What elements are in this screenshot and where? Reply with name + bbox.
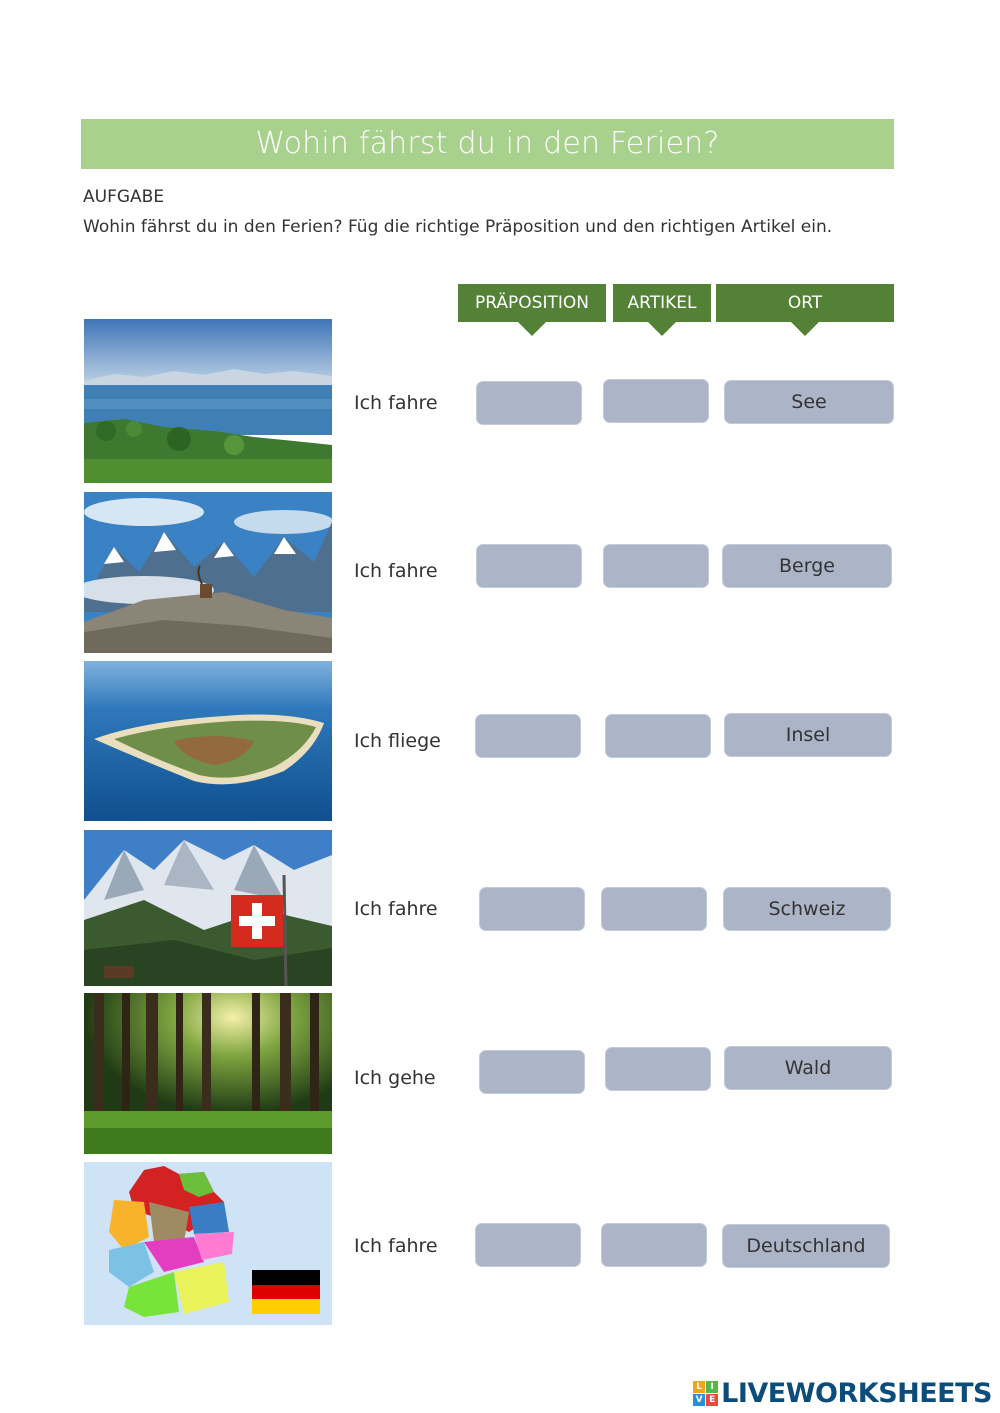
- preposition-answer-box[interactable]: [475, 1223, 581, 1267]
- article-answer-box[interactable]: [605, 714, 711, 758]
- worksheet-title: Wohin fährst du in den Ferien?: [81, 119, 894, 169]
- place-label: Schweiz: [723, 887, 891, 931]
- swiss-flag-alps-photo: [84, 830, 332, 986]
- article-answer-box[interactable]: [605, 1047, 711, 1091]
- sentence-start: Ich fliege: [354, 730, 441, 752]
- sentence-start: Ich fahre: [354, 560, 438, 582]
- task-instructions: Wohin fährst du in den Ferien? Füg die richtige Präposition und den richtigen Artikel ein.: [83, 217, 833, 237]
- forest-photo: [84, 993, 332, 1154]
- arrow-down-icon: [791, 322, 819, 336]
- island-photo: [84, 661, 332, 821]
- column-header-preposition: [458, 284, 606, 322]
- brand-logo-icon: L I V E: [693, 1381, 718, 1406]
- article-answer-box[interactable]: [601, 1223, 707, 1267]
- sentence-start: Ich fahre: [354, 898, 438, 920]
- germany-map-flag: [84, 1162, 332, 1325]
- mountains-ibex-photo: [84, 492, 332, 653]
- sentence-start: Ich gehe: [354, 1067, 436, 1089]
- sentence-start: Ich fahre: [354, 392, 438, 414]
- column-header-place: [716, 284, 894, 322]
- column-header-place-label: ORT: [787, 293, 823, 313]
- column-header-article: [613, 284, 711, 322]
- place-label: Deutschland: [722, 1224, 890, 1268]
- arrow-down-icon: [518, 322, 546, 336]
- liveworksheets-logo: [693, 1376, 992, 1410]
- article-answer-box[interactable]: [601, 887, 707, 931]
- column-header-preposition-label: PRÄPOSITION: [475, 293, 589, 313]
- place-label: Wald: [724, 1046, 892, 1090]
- lake-photo: [84, 319, 332, 483]
- preposition-answer-box[interactable]: [476, 381, 582, 425]
- place-label: See: [724, 380, 894, 424]
- task-label: AUFGABE: [83, 187, 165, 207]
- arrow-down-icon: [648, 322, 676, 336]
- preposition-answer-box[interactable]: [479, 1050, 585, 1094]
- article-answer-box[interactable]: [603, 379, 709, 423]
- article-answer-box[interactable]: [603, 544, 709, 588]
- preposition-answer-box[interactable]: [476, 544, 582, 588]
- sentence-start: Ich fahre: [354, 1235, 438, 1257]
- preposition-answer-box[interactable]: [475, 714, 581, 758]
- column-header-article-label: ARTIKEL: [627, 293, 697, 313]
- preposition-answer-box[interactable]: [479, 887, 585, 931]
- place-label: Insel: [724, 713, 892, 757]
- brand-name: LIVEWORKSHEETS: [721, 1377, 992, 1409]
- place-label: Berge: [722, 544, 892, 588]
